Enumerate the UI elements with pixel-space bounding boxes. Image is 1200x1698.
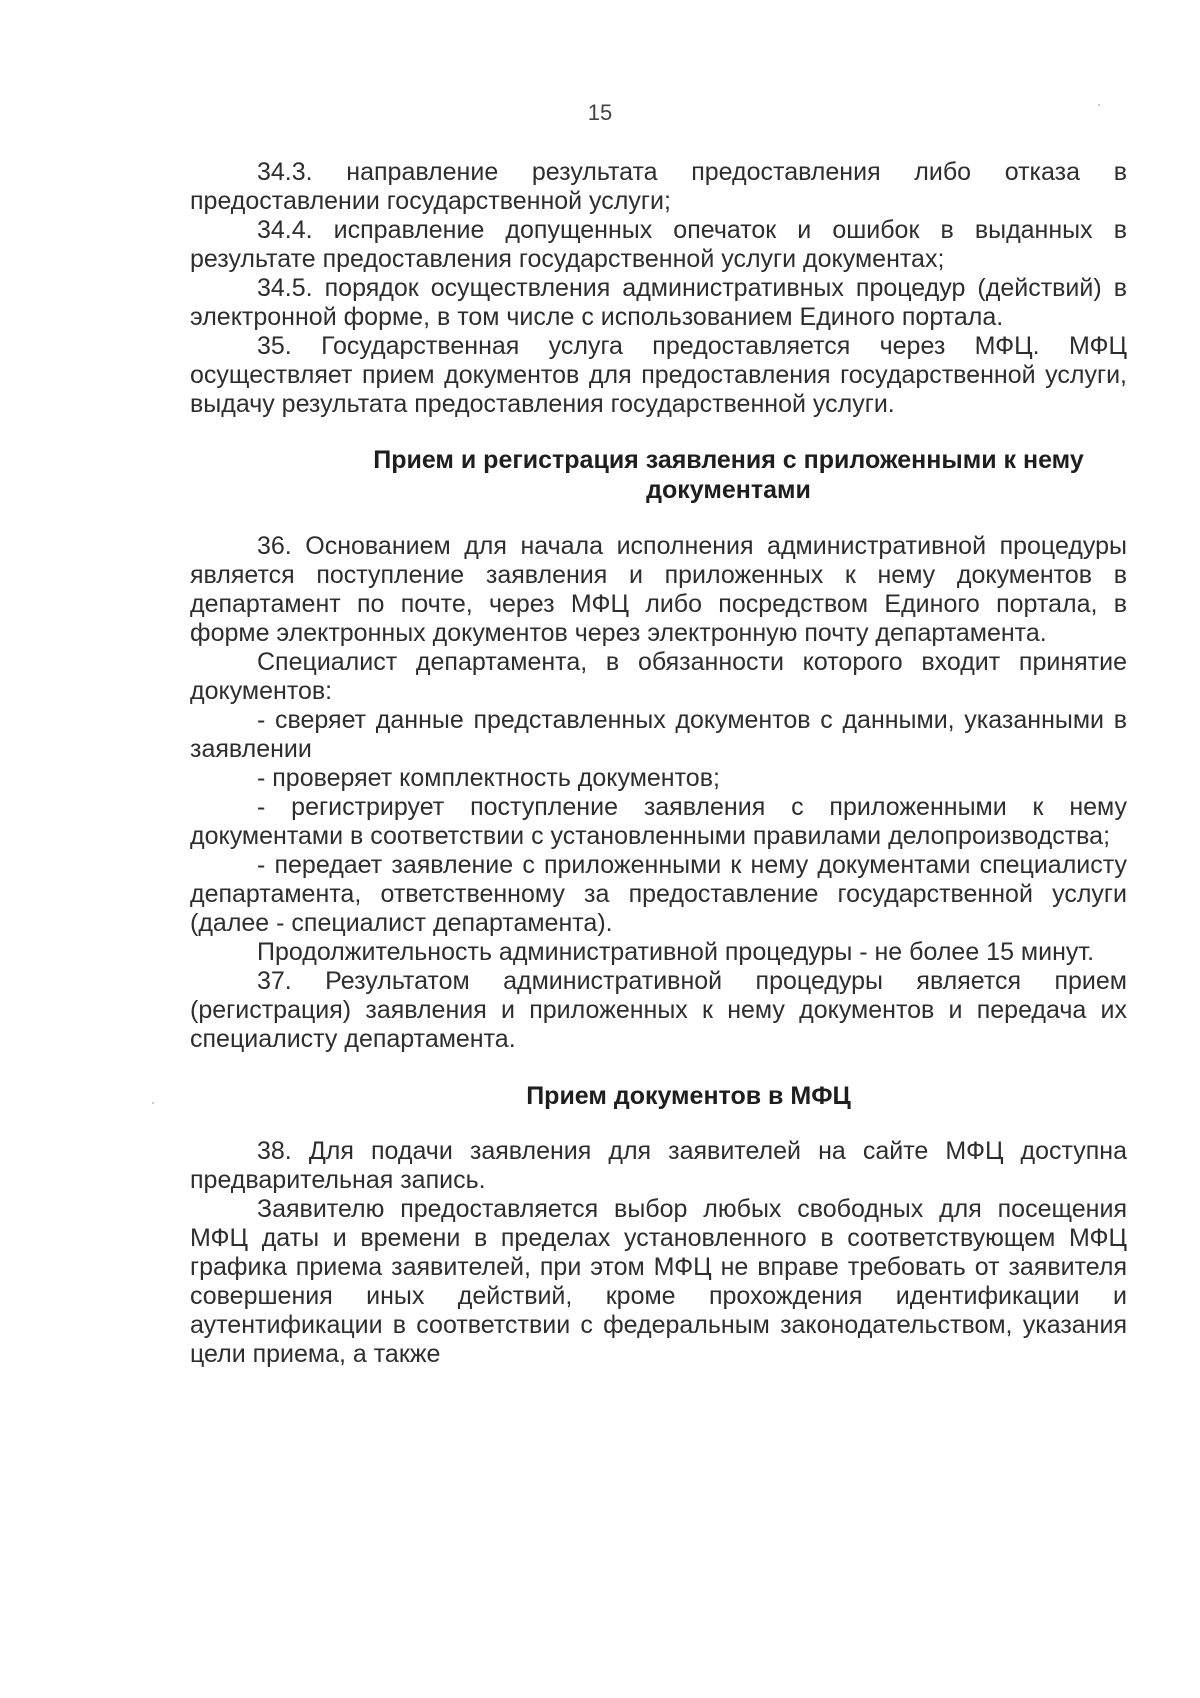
paragraph-34-3: 34.3. направление результата предоставления либо отказа в предоставлении государственной услуги; xyxy=(190,158,1127,215)
scan-speck xyxy=(1098,104,1100,106)
section-heading-mfc: Прием документов в МФЦ xyxy=(526,1082,851,1110)
paragraph-applicant: Заявителю предоставляется выбор любых свободных для посещения МФЦ даты и времени в пределах установленного в соответствующем МФЦ графика приема заявителей, при этом МФЦ не вправе требовать от заявителя совершения иных действий, кроме прохождения идентификации и аутентификации в соответствии с федеральным законодательством, указания цели приема, а также xyxy=(190,1195,1127,1368)
page-number: 15 xyxy=(587,100,613,125)
paragraph-34-4: 34.4. исправление допущенных опечаток и ошибок в выданных в результате предоставления государственной услуги документах; xyxy=(190,216,1127,273)
list-item-completeness: - проверяет комплектность документов; xyxy=(257,764,720,792)
section-heading-registration: Прием и регистрация заявления с приложенными к нему документами xyxy=(373,446,1084,504)
list-item-register: - регистрирует поступление заявления с приложенными к нему документами в соответствии с установленными правилами делопроизводства; xyxy=(190,793,1127,850)
paragraph-35: 35. Государственная услуга предоставляется через МФЦ. МФЦ осуществляет прием документов для предоставления государственной услуги, выдачу результата предоставления государственной услуги. xyxy=(190,332,1127,418)
document-body xyxy=(190,158,1127,1369)
paragraph-37: 37. Результатом административной процедуры является прием (регистрация) заявления и приложенных к нему документов и передача их специалисту департамента. xyxy=(190,967,1127,1053)
paragraph-36: 36. Основанием для начала исполнения административной процедуры является поступление заявления и приложенных к нему документов в департамент по почте, через МФЦ либо посредством Единого портала, в форме электронных документов через электронную почту департамента. xyxy=(190,532,1127,647)
list-item-transfer: - передает заявление с приложенными к нему документами специалисту департамента, ответственному за предоставление государственной услуги (далее - специалист департамента). xyxy=(190,851,1127,937)
list-item-verify: - сверяет данные представленных документов с данными, указанными в заявлении xyxy=(190,706,1127,763)
paragraph-specialist: Специалист департамента, в обязанности которого входит принятие документов: xyxy=(190,648,1127,705)
paragraph-38: 38. Для подачи заявления для заявителей на сайте МФЦ доступна предварительная запись. xyxy=(190,1137,1127,1194)
paragraph-duration: Продолжительность административной процедуры - не более 15 минут. xyxy=(257,938,1095,966)
scan-speck xyxy=(152,1102,154,1104)
paragraph-34-5: 34.5. порядок осуществления административных процедур (действий) в электронной форме, в том числе с использованием Единого портала. xyxy=(190,274,1127,331)
